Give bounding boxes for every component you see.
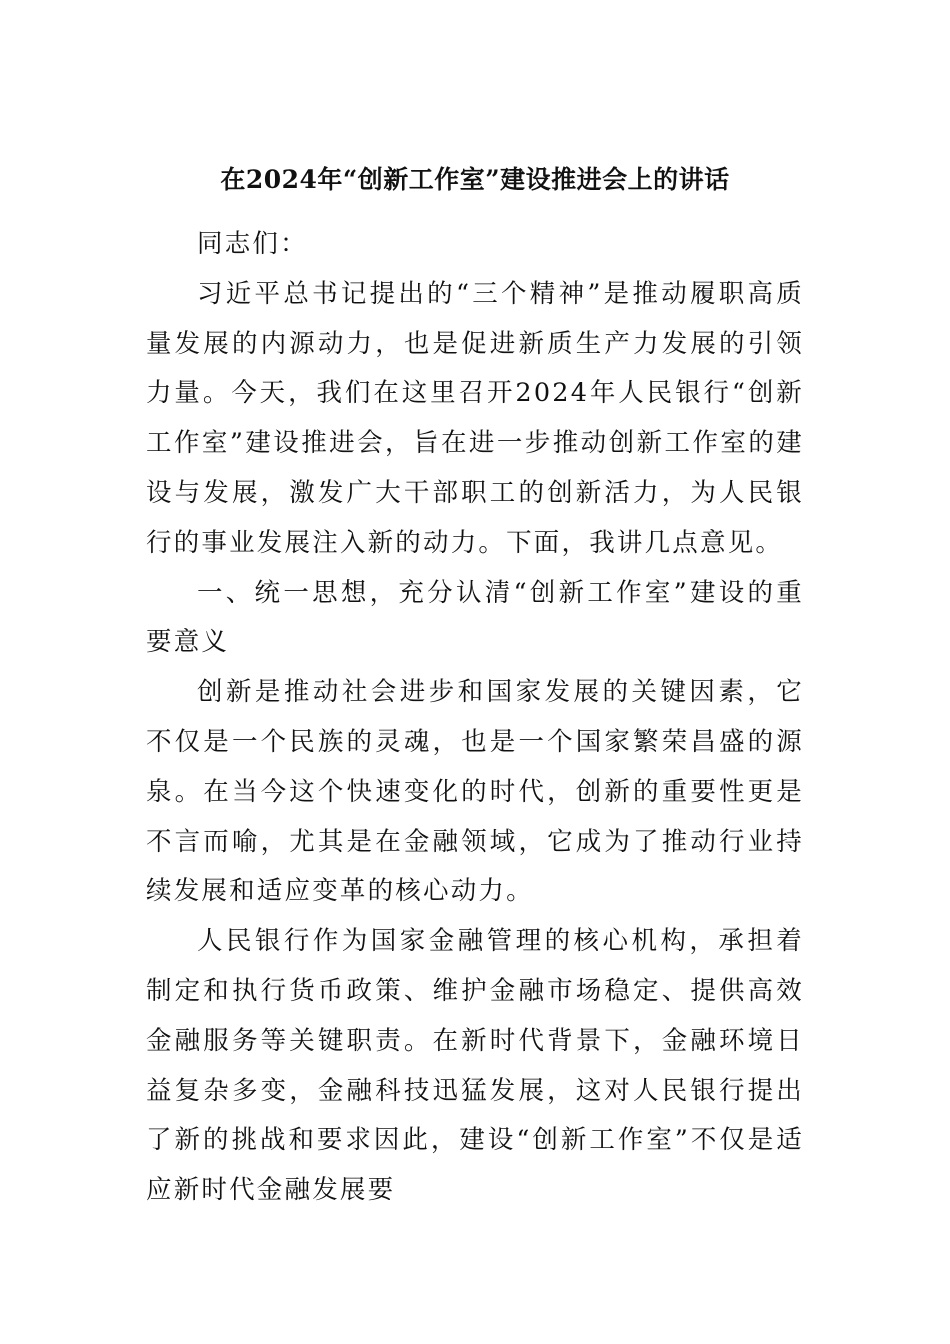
section-heading-1: 一、统一思想，充分认清“创新工作室”建设的重要意义: [146, 577, 804, 658]
intro-paragraph: 习近平总书记提出的“三个精神”是推动履职高质量发展的内源动力，也是促进新质生产力发展的引领力量。今天，我们在这里召开2024年人民银行“创新工作室”建设推进会，旨在进一步推动创新工作室的建设与发展，激发广大干部职工的创新活力，为人民银行的事业发展注入新的动力。下面，我讲几点意见。: [146, 278, 804, 558]
document-title: 在2024年“创新工作室”建设推进会上的讲话: [220, 165, 730, 194]
document-body: [146, 220, 804, 1216]
salutation-paragraph: 同志们：: [197, 229, 308, 259]
body-paragraph: 人民银行作为国家金融管理的核心机构，承担着制定和执行货币政策、维护金融市场稳定、提供高效金融服务等关键职责。在新时代背景下，金融环境日益复杂多变，金融科技迅猛发展，这对人民银行提出了新的挑战和要求因此，建设“创新工作室”不仅是适应新时代金融发展要: [146, 926, 804, 1206]
body-paragraph: 创新是推动社会进步和国家发展的关键因素，它不仅是一个民族的灵魂，也是一个国家繁荣昌盛的源泉。在当今这个快速变化的时代，创新的重要性更是不言而喻，尤其是在金融领域，它成为了推动行业持续发展和适应变革的核心动力。: [146, 677, 804, 907]
